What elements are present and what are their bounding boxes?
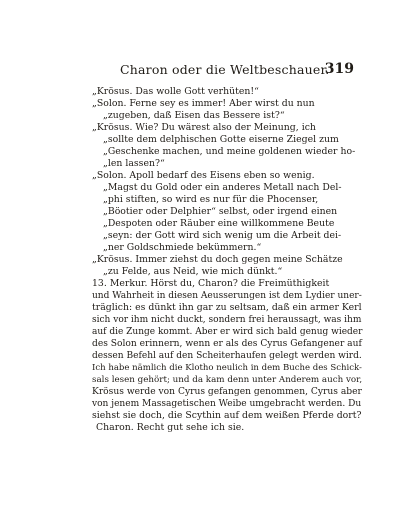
text-line: siehst sie doch, die Scythin auf dem weißen Pferde dort?	[92, 410, 362, 421]
text-line: des Solon erinnern, wenn er als des Cyrus Gefangener auf	[92, 339, 362, 349]
text-line: „Geschenke machen, und meine goldenen wieder ho-	[103, 146, 356, 157]
text-line: Ich habe nämlich die Klotho neulich in dem Buche des Schick-	[92, 363, 362, 373]
text-line: „Krösus. Wie? Du wärest also der Meinung, ich	[92, 122, 316, 133]
text-line: „Despoten oder Räuber eine willkommene Beute	[103, 218, 335, 229]
page-header	[92, 62, 354, 80]
text-line: „Magst du Gold oder ein anderes Metall nach Del-	[103, 182, 342, 193]
text-line: „Solon. Ferne sey es immer! Aber wirst du nun	[92, 98, 315, 109]
text-line: von jenem Massagetischen Weibe umgebracht werden. Du	[92, 399, 362, 409]
text-line: „ner Goldschmiede bekümmern.“	[103, 242, 262, 253]
text-line: sals lesen gehört; und da kam denn unter Anderem auch vor,	[92, 375, 363, 385]
text-line: und Wahrheit in diesen Aeusserungen ist dem Lydier uner-	[92, 291, 362, 301]
text-line: „Krösus. Das wolle Gott verhüten!“	[92, 86, 259, 97]
text-line: dessen Befehl auf den Scheiterhaufen gelegt werden wird.	[92, 351, 362, 361]
text-line: „len lassen?“	[103, 158, 165, 169]
text-line: „zugeben, daß Eisen das Bessere ist?“	[103, 110, 285, 121]
text-line: 13. Merkur. Hörst du, Charon? die Freimüthigkeit	[92, 278, 330, 289]
text-line: Krösus werde von Cyrus gefangen genommen, Cyrus aber	[92, 387, 362, 397]
text-line: „Böotier oder Delphier“ selbst, oder irgend einen	[103, 206, 338, 217]
text-line: Charon. Recht gut sehe ich sie.	[96, 422, 245, 433]
text-line: „Solon. Apoll bedarf des Eisens eben so wenig.	[92, 170, 315, 181]
text-line: sich vor ihm nicht duckt, sondern frei heraussagt, was ihm	[92, 315, 362, 325]
text-line: „zu Felde, aus Neid, wie mich dünkt.“	[103, 266, 283, 277]
text-line: „seyn: der Gott wird sich wenig um die Arbeit dei-	[103, 230, 342, 241]
text-line: „Krösus. Immer ziehst du doch gegen meine Schätze	[92, 254, 343, 265]
text-line: träglich: es dünkt ihn gar zu seltsam, daß ein armer Kerl	[92, 302, 362, 313]
running-title: Charon oder die Weltbeschauer.	[120, 62, 330, 77]
text-line: auf die Zunge kommt. Aber er wird sich bald genug wieder	[92, 327, 363, 337]
page-number: 319	[324, 61, 354, 77]
text-line: „phi stiften, so wird es nur für die Phocenser,	[103, 194, 319, 205]
text-line: „sollte dem delphischen Gotte eiserne Ziegel zum	[103, 134, 339, 145]
